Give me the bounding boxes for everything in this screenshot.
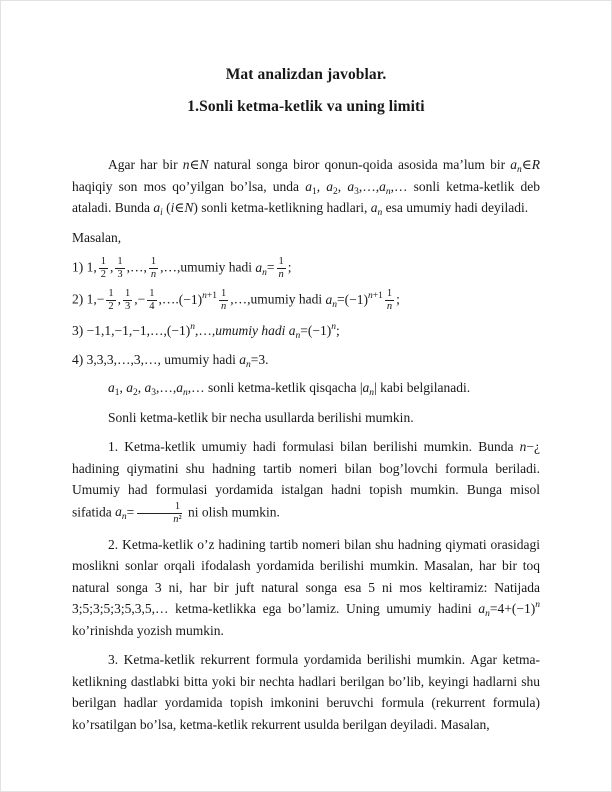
fraction: $\frac{1}{n}$ <box>386 288 393 312</box>
fraction: $\frac{1}{n}$ <box>150 256 157 280</box>
inline-math: 3,3,3,…,3,…, <box>86 351 161 367</box>
inline-math: $a_3$ <box>144 380 156 398</box>
inline-math: $a_i$ <box>153 200 163 218</box>
inline-math: =4+ <box>489 601 512 616</box>
inline-math: $(-1)^{n+1}$ <box>178 290 217 307</box>
inline-math: $a_2$ <box>126 380 138 398</box>
fraction: $\frac{1}{4}$ <box>149 288 155 312</box>
inline-math: = <box>266 259 275 275</box>
inline-math: = <box>126 504 135 520</box>
inline-math: $a_n$ <box>288 323 301 341</box>
inline-math: | <box>359 380 363 395</box>
paragraph-item-2: 2) 1,− $\frac{1}{2}$ , $\frac{1}{3}$ ,− $\frac{1}{4}$ $,\dots.(-1)^{n+1}$ $\frac{1}{n}$ ,…,umumiy hadi $a_n=(-1)^{n+1}$ $\frac{1}{n}$ ; <box>72 288 400 312</box>
paragraph-intro: Agar har bir n∈N natural songa biror qonun-qoida asosida ma’lum bir $a_n\in R$ haqiqiy son mos qo’yilgan bo’lsa, unda $a_1$, $a_2$, $a_3,\dots,a_n,\dots$ sonli ketma-ketlik deb ataladi. Bunda $a_i$ (i∈N) sonli ketma-ketlikning hadlari, $a_n$ esa umumiy hadi deyiladi. <box>72 157 540 218</box>
inline-math: $a_1$ <box>108 380 120 398</box>
inline-math: $a_n$ <box>379 178 391 197</box>
inline-math: $(-1)^n$ <box>307 322 336 338</box>
paragraph-usul-2: 2. Ketma-ketlik o’z hadining tartib nomeri bilan shu hadning qiymati orasidagi moslikni sonlar orqali ifodalash yordamida berilishi mumkin. Masalan, har bir toq natural songa 3 ni, har bir juft natural songa esa 5 ni mos keltiramiz: Natijada 3;5;3;5;3;5,3,5,… ketma-ketlikka ega bo’lamiz. Uning umumiy hadini $a_n=4+(-1)^n$ ko’rinishda yozish mumkin. <box>72 536 540 638</box>
inline-math: ∈R <box>521 157 540 172</box>
document-body <box>72 154 540 735</box>
inline-math: $(-1)^{n+1}$ <box>344 290 383 307</box>
inline-math: n∈N <box>182 157 209 172</box>
inline-math: $(-1)^n$ <box>166 322 195 338</box>
inline-math: $(-1)^n$ <box>511 600 540 616</box>
paragraph-item-3: $3) -1,1,-1,-1,\dots,(-1)^n,\dots,umumiy$ hadi $a_n=(-1)^n$; <box>72 322 340 341</box>
fraction: $\frac{1}{3}$ <box>125 288 131 312</box>
fraction: $\frac{1}{2}$ <box>100 256 106 280</box>
inline-math: $a_2$ <box>326 178 338 197</box>
paragraph-item-4: 4) 3,3,3,…,3,…, umumiy hadi $a_n=3$. <box>72 351 269 370</box>
inline-math: $a_3$ <box>347 178 359 197</box>
fraction: $\frac{1}{3}$ <box>117 256 123 280</box>
inline-math: −1,1,−1,−1,…, <box>86 323 167 338</box>
inline-math: $a_n$ <box>478 601 490 619</box>
paragraph-item-1: 1) 1, $\frac{1}{2}$ , $\frac{1}{3}$ ,…, $\frac{1}{n}$ ,…,umumiy hadi $a_n=$ $\frac{1}{n}$ ; <box>72 256 292 280</box>
paragraph-masalan: Masalan, <box>72 229 122 245</box>
inline-math: $a_n$ <box>176 380 188 398</box>
inline-math: $a_n$ <box>510 157 522 175</box>
inline-math: $a_n$ <box>362 380 375 398</box>
inline-math: 1,− <box>86 291 105 307</box>
inline-math: 1, <box>86 259 97 275</box>
inline-math: | <box>374 380 377 395</box>
section-title: 1.Sonli ketma-ketlik va uning limiti <box>187 98 425 115</box>
inline-math: = <box>300 323 308 338</box>
paragraph-usul-3: 3. Ketma-ketlik rekurrent formula yordamida berilishi mumkin. Agar ketma-ketlikning dastlabki bitta yoki bir nechta hadlari berilgan bo’lib, keyingi hadlarni shu berilgan hadlar yordamida topish imkonini beruvchi formula (rekurrent formula) ko’rsatilgan bo’lsa, ketma-ketlik rekurrent usulda berilgan deyiladi. Masalan, <box>72 652 540 732</box>
inline-math: =3 <box>250 351 266 367</box>
paragraph-usul-1: 1. Ketma-ketlik umumiy hadi formulasi bilan berilishi mumkin. Bunda n−¿ hadining qiymatini shu hadning tartib nomeri bilan bog’lovchi formula beriladi. Umumiy had formulasi yordamida istalgan hadni topish mumkin. Bunga misol sifatida $a_n=$ $\frac{1}{\text{n²}}$ ni olish mumkin. <box>72 439 540 525</box>
inline-math: $a_n$ <box>255 259 267 278</box>
fraction: $\frac{1}{\text{n²}}$ <box>136 501 182 526</box>
inline-math: $a_n$ <box>370 200 383 218</box>
document-title: Mat analizdan javoblar. <box>225 66 387 83</box>
fraction: $\frac{1}{n}$ <box>220 288 227 312</box>
inline-math: $a_n$ <box>239 351 251 370</box>
fraction: $\frac{1}{2}$ <box>108 288 114 312</box>
inline-math: $a_1$ <box>305 178 317 197</box>
inline-math: 3;5;3;5;3;5,3,5,… <box>72 601 169 616</box>
inline-math: $a_n$ <box>325 291 337 310</box>
inline-math: $a_n$ <box>115 504 127 523</box>
inline-math: = <box>336 291 345 307</box>
paragraph-usullar: Sonli ketma-ketlik bir necha usullarda berilishi mumkin. <box>108 409 414 425</box>
paragraph-qisqacha: $a_1$, $a_2$, $a_3,\dots,a_n,\dots$ sonli ketma-ketlik qisqacha $|a_n|$ kabi belgilanadi. <box>108 380 471 398</box>
inline-math: n−¿ <box>519 439 540 454</box>
fraction: $\frac{1}{n}$ <box>278 256 284 280</box>
inline-math: (i∈N) <box>166 200 198 215</box>
